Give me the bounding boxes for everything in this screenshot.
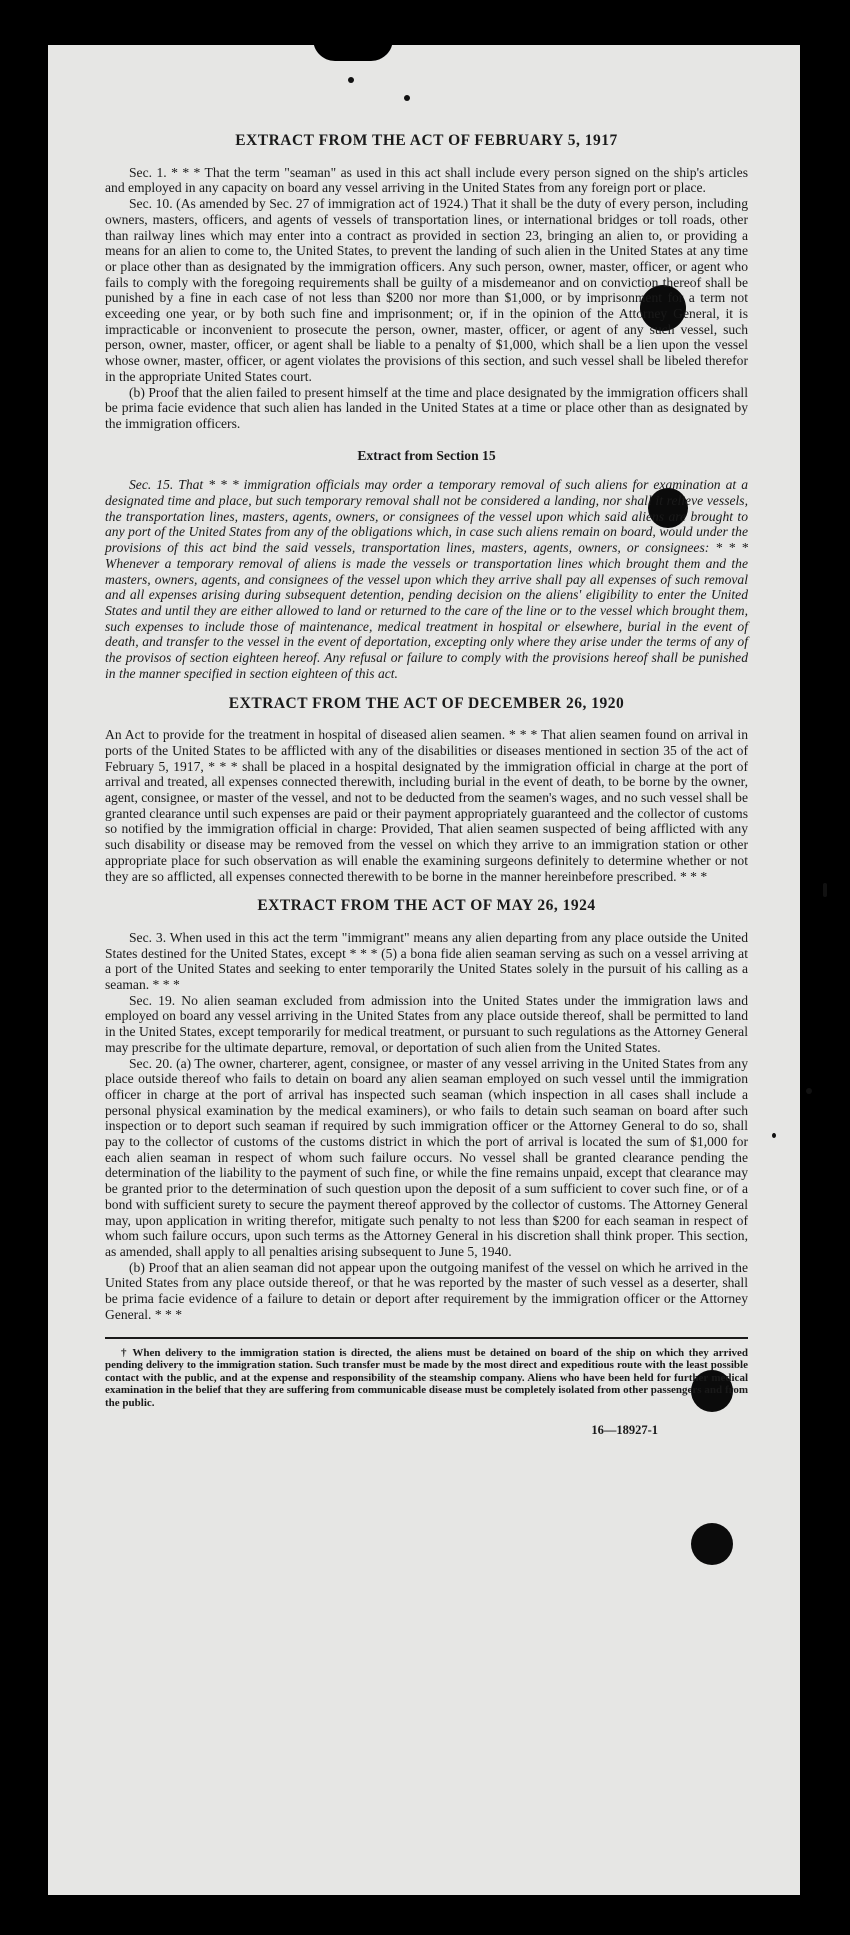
footnote-text: † When delivery to the immigration station is directed, the aliens must be detained on board of the ship on which they arrived pending delivery to the immigration station. Such transfer must be made by the most direct and expeditious route with the least possible contact with the public, and at the expense and responsibility of the steamship company. Aliens who have been held for further medical examination in the belief that they are suffering from communicable disease must be completely isolated from other passengers and from the public. xyxy=(105,1346,748,1409)
section-heading: EXTRACT FROM THE ACT OF FEBRUARY 5, 1917 xyxy=(235,132,618,149)
ink-speck xyxy=(348,77,354,83)
extract-1924 xyxy=(105,898,748,1322)
paragraph: Sec. 15. That * * * immigration officials may order a temporary removal of such aliens for examination at a designated time and place, but such temporary removal shall not be considered a landing, nor shall it relieve vessels, the transportation lines, masters, agents, owners, or consignees of the vessel upon which said aliens are brought to any port of the United States from any of the obligations which, in case such aliens remain on board, would under the provisions of this act bind the said vessels, transportation lines, masters, agents, owners, or consignees: * * * Whenever a temporary removal of aliens is made the vessels or transportation lines which brought them and the masters, owners, agents, and consignees of the vessel upon which they arrive shall pay all expenses of such removal and all expenses arising during subsequent detention, pending decision on the aliens' eligibility to enter the United States and until they are either allowed to land or returned to the care of the line or to the vessel which brought them, such expenses to include those of maintenance, medical treatment in hospital or elsewhere, burial in the event of death, and transfer to the vessel in the event of deportation, excepting only where they arise under the terms of any of the provisos of section eighteen hereof. Any refusal or failure to comply with the provisions hereof shall be punished in the manner specified in section eighteen of this act. xyxy=(105,477,748,681)
ink-blot xyxy=(691,1523,733,1565)
paragraph: Sec. 20. (a) The owner, charterer, agent, consignee, or master of any vessel arriving in the United States from any place outside thereof who fails to detain on board any alien seaman employed on such vessel until the immigration officer in charge at the port of arrival has inspected such seaman (which inspection in all cases shall include a personal physical examination by the medical examiners), or who fails to detain such seaman on board after such inspection or to deport such seaman if required by such immigration officer or the Attorney General to do so, shall pay to the collector of customs of the customs district in which the port of arrival is located the sum of $1,000 for each alien seaman in respect of whom such failure occurs. No vessel shall be granted clearance pending the determination of the liability to the payment of such fine, or while the fine remains unpaid, except that clearance may be granted prior to the determination of such question upon the deposit of a sum sufficient to cover such fine, or of a bond with sufficient surety to secure the payment thereof approved by the collector of customs. The Attorney General may, upon application in writing therefor, mitigate such penalty to not less than $200 for each seaman in respect of whom such failure occurs, upon such terms as the Attorney General in his discretion shall think proper. This section, as amended, shall apply to all penalties arising subsequent to June 5, 1940. xyxy=(105,1055,748,1259)
paragraph: Sec. 19. No alien seaman excluded from admission into the United States under the immigration laws and employed on board any vessel arriving in the United States from any place outside thereof, shall be permitted to land in the United States, except temporarily for medical treatment, or pursuant to such regulations as the Attorney General may prescribe for the ultimate departure, removal, or deportation of such alien from the United States. xyxy=(105,992,748,1055)
section-heading: EXTRACT FROM THE ACT OF MAY 26, 1924 xyxy=(257,897,596,915)
paragraph: Sec. 3. When used in this act the term "immigrant" means any alien departing from any place outside the United States destined for the United States, except * * * (5) a bona fide alien seaman serving as such on a vessel arriving at a port of the United States and seeking to enter temporarily the United States solely in the pursuit of his calling as a seaman. * * * xyxy=(105,929,748,993)
margin-mark xyxy=(823,883,827,897)
paragraph: (b) Proof that the alien failed to present himself at the time and place designated by the immigration officers shall be prima facie evidence that such alien has landed in the United States at a time or place other than as designated by the immigration officers. xyxy=(105,384,748,431)
extract-1917 xyxy=(105,133,748,432)
footnote-divider xyxy=(105,1337,748,1339)
margin-mark xyxy=(772,1133,776,1138)
paragraph: (b) Proof that an alien seaman did not appear upon the outgoing manifest of the vessel on which he arrived in the United States from any place outside thereof, or that he was reported by the master of such vessel as a deserter, shall be prima facie evidence of a failure to detain or deport after requirement by the immigration officer or the Attorney General. * * * xyxy=(105,1259,748,1322)
margin-mark xyxy=(806,1088,812,1094)
section-subheading: Extract from Section 15 xyxy=(357,447,496,463)
extract-1920 xyxy=(105,696,748,885)
form-number: 16—18927-1 xyxy=(591,1423,658,1438)
ink-speck xyxy=(404,95,410,101)
extract-section-15 xyxy=(105,448,748,682)
document-body xyxy=(105,133,748,1439)
document-page xyxy=(48,45,800,1895)
torn-edge-mark xyxy=(313,39,393,61)
section-heading: EXTRACT FROM THE ACT OF DECEMBER 26, 1920 xyxy=(228,694,625,712)
paragraph: An Act to provide for the treatment in hospital of diseased alien seamen. * * * That alien seamen found on arrival in ports of the United States to be afflicted with any of the disabilities or diseases mentioned in section 35 of the act of February 5, 1917, * * * shall be placed in a hospital designated by the immigration official in charge at the port of arrival and treated, all expenses connected therewith, including burial in the event of death, to be borne by the owner, agent, consignee, or master of the vessel, and not to be deducted from the seamen's wages, and no such vessel shall be granted clearance until such expenses are paid or their payment appropriately guaranteed and the collector of customs so notified by the immigration official in charge: Provided, That alien seamen suspected of being afflicted with any such disability or disease may be removed from the vessel on which they arrive to an immigration station or other appropriate place for such observation as will enable the examining surgeons definitely to determine whether or not they are so afflicted, all expenses connected therewith to be borne in the manner hereinbefore prescribed. * * * xyxy=(105,727,748,884)
paragraph: Sec. 1. * * * That the term "seaman" as used in this act shall include every person signed on the ship's articles and employed in any capacity on board any vessel arriving in the United States from any foreign port or place. xyxy=(105,164,748,196)
paragraph: Sec. 10. (As amended by Sec. 27 of immigration act of 1924.) That it shall be the duty of every person, including owners, masters, officers, and agents of vessels of transportation lines, or international bridges or toll roads, other than railway lines which may enter into a contract as provided in section 23, bringing an alien to, or providing a means for an alien to come to, the United States, to prevent the landing of such alien in the United States at any time or place other than as designated by the immigration officers. Any such person, owner, master, officer, or agent who fails to comply with the foregoing requirements shall be guilty of a misdemeanor and on conviction thereof shall be punished by a fine in each case of not less than $200 nor more than $1,000, or by imprisonment for a term not exceeding one year, or by both such fine and imprisonment; or, if in the opinion of the Attorney General, it is impracticable or inconvenient to prosecute the person, owner, master, officer, or agent of any such vessel, such person, owner, master, officer, or agent shall be liable to a penalty of $1,000, which shall be a lien upon the vessel whose owner, master, officer, or agent violates the provisions of this section, and such vessel shall be libeled therefor in the appropriate United States court. xyxy=(105,196,748,384)
footnote xyxy=(105,1347,748,1410)
